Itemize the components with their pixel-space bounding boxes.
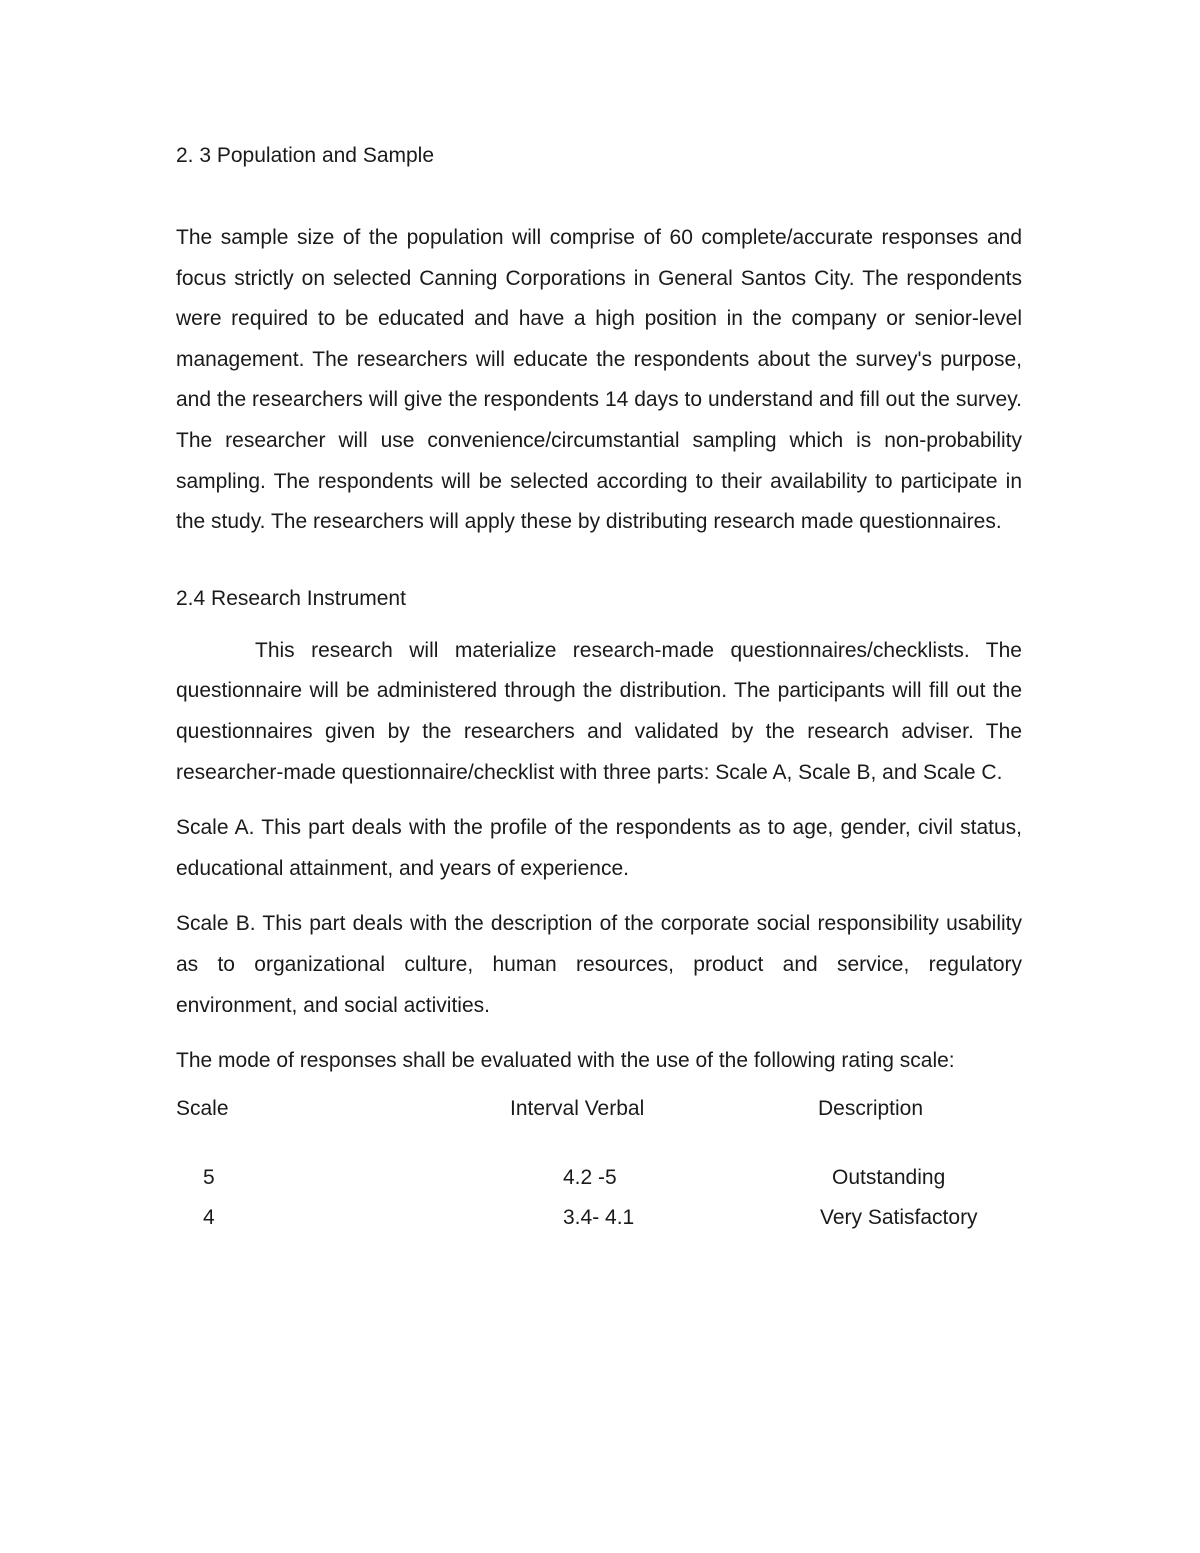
table-cell-interval: 3.4- 4.1 [563,1205,635,1229]
scale-b-paragraph: Scale B. This part deals with the description of the corporate social responsibility usability as to organizational culture, human resources, product and service, regulatory environment, and social activities. [176,912,1022,1017]
table-cell-description: Outstanding [832,1165,946,1189]
rating-scale-intro: The mode of responses shall be evaluated with the use of the following rating scale: [176,1049,955,1073]
instrument-paragraph: This research will materialize research-made questionnaires/checklists. The questionnaire will be administered through the distribution. The participants will fill out the questionnaires given by the researchers and validated by the research adviser. The researcher-made questionnaire/checklist with three parts: Scale A, Scale B, and Scale C. [176,638,1022,784]
table-header-scale: Scale [176,1096,229,1120]
document-page [176,138,1022,1247]
table-cell-description: Very Satisfactory [820,1205,978,1229]
table-header-description: Description [818,1096,924,1120]
table-header-interval: Interval Verbal [510,1096,645,1120]
rating-scale-table [176,1097,1022,1247]
population-paragraph: The sample size of the population will comprise of 60 complete/accurate responses and focus strictly on selected Canning Corporations in General Santos City. The respondents were required to be educated and have a high position in the company or senior-level management. The researchers will educate the respondents about the survey's purpose, and the researchers will give the respondents 14 days to understand and fill out the survey. The researcher will use convenience/circumstantial sampling which is non-probability sampling. The respondents will be selected according to their availability to participate in the study. The researchers will apply these by distributing research made questionnaires. [176,226,1022,534]
table-cell-interval: 4.2 -5 [563,1165,617,1189]
scale-a-paragraph: Scale A. This part deals with the profile of the respondents as to age, gender, civil status, educational attainment, and years of experience. [176,816,1022,880]
section-heading-instrument: 2.4 Research Instrument [176,586,406,610]
table-cell-scale: 5 [203,1165,215,1189]
table-cell-scale: 4 [203,1205,215,1229]
section-heading-population: 2. 3 Population and Sample [176,144,435,167]
